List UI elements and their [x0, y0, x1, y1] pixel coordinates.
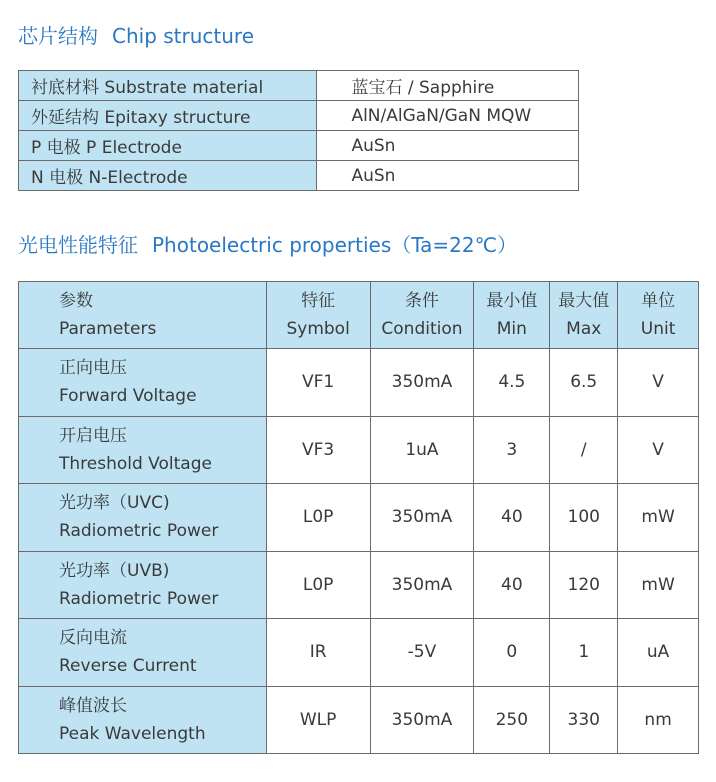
header-symbol [266, 282, 370, 349]
table-header-row [19, 282, 699, 349]
chip-structure-title-en: Chip structure [112, 24, 255, 48]
param-cell [19, 349, 267, 417]
param-en: Radiometric Power [59, 521, 219, 542]
photoelectric-title [18, 229, 517, 258]
photoelectric-title-cn: 光电性能特征 [18, 233, 138, 257]
condition-cell: 1uA [370, 416, 474, 484]
header-unit-cn: 单位 [641, 291, 676, 311]
symbol-cell: L0P [266, 551, 370, 619]
table-row [19, 71, 579, 101]
symbol-cell: VF3 [266, 416, 370, 484]
substrate-label: 衬底材料 Substrate material [19, 71, 317, 101]
header-parameters [19, 282, 267, 349]
min-cell: 4.5 [474, 349, 550, 417]
unit-cell: mW [618, 484, 699, 552]
condition-cell: 350mA [370, 686, 474, 754]
condition-cell: 350mA [370, 551, 474, 619]
table-row [19, 619, 699, 687]
header-max-cn: 最大值 [558, 291, 610, 311]
header-unit [618, 282, 699, 349]
param-cell [19, 416, 267, 484]
symbol-cell: IR [266, 619, 370, 687]
param-en: Peak Wavelength [59, 723, 206, 744]
header-max [550, 282, 618, 349]
param-en: Threshold Voltage [59, 453, 212, 474]
param-en: Forward Voltage [59, 386, 197, 407]
chip-structure-table [18, 70, 579, 191]
header-min-cn: 最小值 [486, 291, 538, 311]
unit-cell: nm [618, 686, 699, 754]
max-cell: 6.5 [550, 349, 618, 417]
n-electrode-value: AuSn [317, 161, 579, 191]
table-row [19, 686, 699, 754]
min-cell: 40 [474, 484, 550, 552]
header-max-en: Max [566, 319, 602, 339]
p-electrode-label: P 电极 P Electrode [19, 131, 317, 161]
param-en: Reverse Current [59, 656, 197, 677]
condition-cell: 350mA [370, 349, 474, 417]
header-parameters-cn: 参数 [59, 291, 93, 311]
max-cell: / [550, 416, 618, 484]
unit-cell: mW [618, 551, 699, 619]
chip-structure-title [18, 20, 254, 49]
min-cell: 250 [474, 686, 550, 754]
epitaxy-label: 外延结构 Epitaxy structure [19, 101, 317, 131]
epitaxy-value: AlN/AlGaN/GaN MQW [317, 101, 579, 131]
param-cn: 峰值波长 [59, 695, 127, 716]
param-cell [19, 551, 267, 619]
param-en: Radiometric Power [59, 588, 219, 609]
table-row [19, 416, 699, 484]
photoelectric-title-en: Photoelectric properties（Ta=22℃） [152, 233, 518, 257]
param-cn: 反向电流 [59, 628, 127, 649]
symbol-cell: VF1 [266, 349, 370, 417]
table-row [19, 484, 699, 552]
symbol-cell: WLP [266, 686, 370, 754]
table-row [19, 551, 699, 619]
header-symbol-en: Symbol [286, 319, 350, 339]
header-min-en: Min [496, 319, 527, 339]
header-condition [370, 282, 474, 349]
photoelectric-table [18, 281, 699, 754]
param-cell [19, 484, 267, 552]
unit-cell: uA [618, 619, 699, 687]
min-cell: 0 [474, 619, 550, 687]
table-row [19, 101, 579, 131]
min-cell: 3 [474, 416, 550, 484]
header-unit-en: Unit [640, 319, 676, 339]
max-cell: 120 [550, 551, 618, 619]
table-row [19, 161, 579, 191]
param-cell [19, 619, 267, 687]
header-min [474, 282, 550, 349]
param-cn: 开启电压 [59, 425, 127, 446]
header-parameters-en: Parameters [59, 319, 157, 339]
chip-structure-title-cn: 芯片结构 [18, 24, 98, 48]
condition-cell: -5V [370, 619, 474, 687]
table-row [19, 349, 699, 417]
substrate-value: 蓝宝石 / Sapphire [317, 71, 579, 101]
min-cell: 40 [474, 551, 550, 619]
header-symbol-cn: 特征 [301, 291, 336, 311]
unit-cell: V [618, 416, 699, 484]
symbol-cell: L0P [266, 484, 370, 552]
header-condition-en: Condition [381, 319, 463, 339]
header-condition-cn: 条件 [404, 291, 439, 311]
max-cell: 1 [550, 619, 618, 687]
condition-cell: 350mA [370, 484, 474, 552]
max-cell: 330 [550, 686, 618, 754]
p-electrode-value: AuSn [317, 131, 579, 161]
param-cn: 光功率（UVC) [59, 493, 170, 514]
param-cell [19, 686, 267, 754]
max-cell: 100 [550, 484, 618, 552]
param-cn: 光功率（UVB) [59, 560, 170, 581]
unit-cell: V [618, 349, 699, 417]
param-cn: 正向电压 [59, 358, 127, 379]
table-row [19, 131, 579, 161]
n-electrode-label: N 电极 N-Electrode [19, 161, 317, 191]
